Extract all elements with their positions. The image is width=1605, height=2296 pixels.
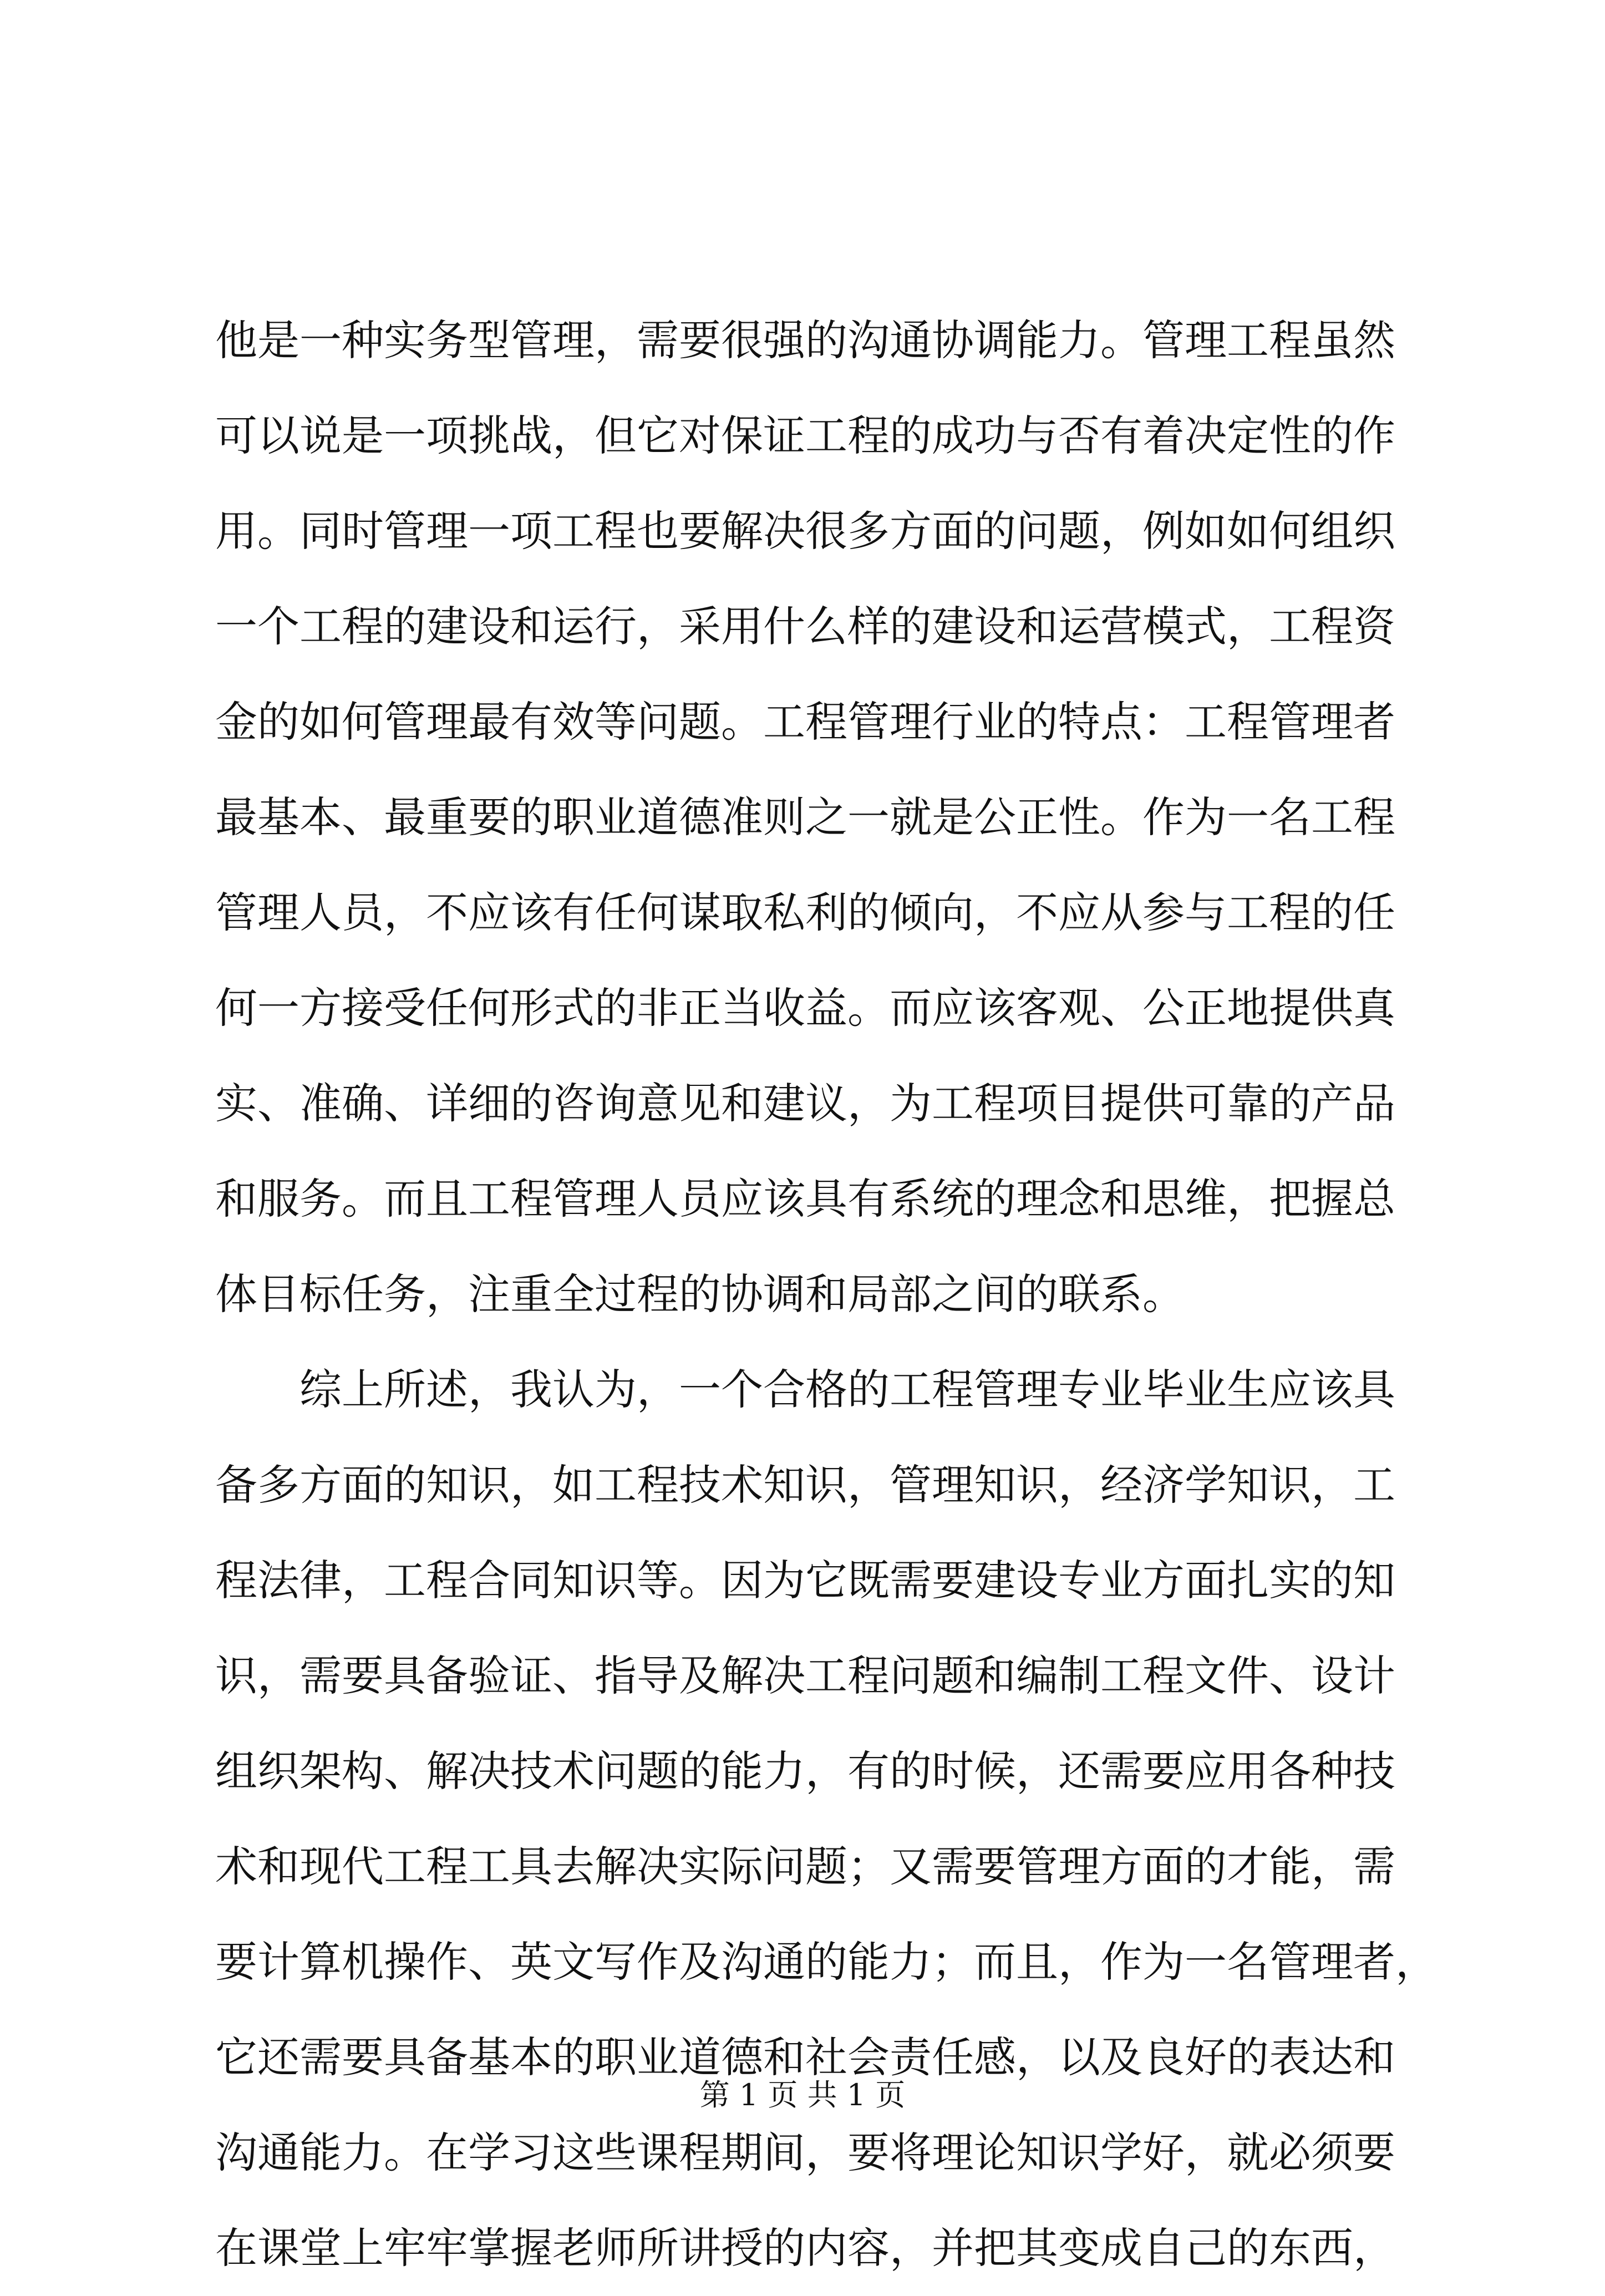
paragraph-start-line: 综上所述，我认为，一个合格的工程管理专业毕业生应该具 [299, 1365, 1395, 1414]
text-line: 备多方面的知识，如工程技术知识，管理知识，经济学知识，工 [215, 1460, 1395, 1510]
text-line: 沟通能力。在学习这些课程期间，要将理论知识学好，就必须要 [215, 2128, 1395, 2177]
text-line: 金的如何管理最有效等问题。工程管理行业的特点：工程管理者 [215, 697, 1395, 746]
text-line: 识，需要具备验证、指导及解决工程问题和编制工程文件、设计 [215, 1651, 1395, 1700]
text-line: 管理人员，不应该有任何谋取私利的倾向，不应从参与工程的任 [215, 888, 1395, 937]
text-line: 程法律，工程合同知识等。因为它既需要建设专业方面扎实的知 [215, 1556, 1395, 1605]
page-footer: 第 1 页 共 1 页 [699, 2077, 906, 2112]
body-text [215, 293, 1438, 2296]
text-line: 用。同时管理一项工程也要解决很多方面的问题，例如如何组织 [215, 506, 1395, 556]
text-line: 他是一种实务型管理，需要很强的沟通协调能力。管理工程虽然 [215, 316, 1395, 365]
text-line: 它还需要具备基本的职业道德和社会责任感，以及良好的表达和 [215, 2033, 1395, 2082]
text-line: 体目标任务，注重全过程的协调和局部之间的联系。 [215, 1269, 1185, 1319]
text-line: 组织架构、解决技术问题的能力，有的时候，还需要应用各种技 [215, 1746, 1395, 1796]
text-line: 可以说是一项挑战，但它对保证工程的成功与否有着决定性的作 [215, 411, 1395, 460]
text-line: 要计算机操作、英文写作及沟通的能力；而且，作为一名管理者， [215, 1937, 1438, 1987]
text-line: 和服务。而且工程管理人员应该具有系统的理念和思维，把握总 [215, 1174, 1395, 1223]
text-line: 最基本、最重要的职业道德准则之一就是公正性。作为一名工程 [215, 793, 1395, 842]
text-line: 实、准确、详细的咨询意见和建议，为工程项目提供可靠的产品 [215, 1079, 1395, 1128]
text-line: 在课堂上牢牢掌握老师所讲授的内容，并把其变成自己的东西， [215, 2223, 1395, 2273]
text-line: 术和现代工程工具去解决实际问题；又需要管理方面的才能，需 [215, 1842, 1395, 1891]
text-line: 何一方接受任何形式的非正当收益。而应该客观、公正地提供真 [215, 983, 1395, 1033]
text-line: 一个工程的建设和运行，采用什么样的建设和运营模式，工程资 [215, 602, 1395, 651]
